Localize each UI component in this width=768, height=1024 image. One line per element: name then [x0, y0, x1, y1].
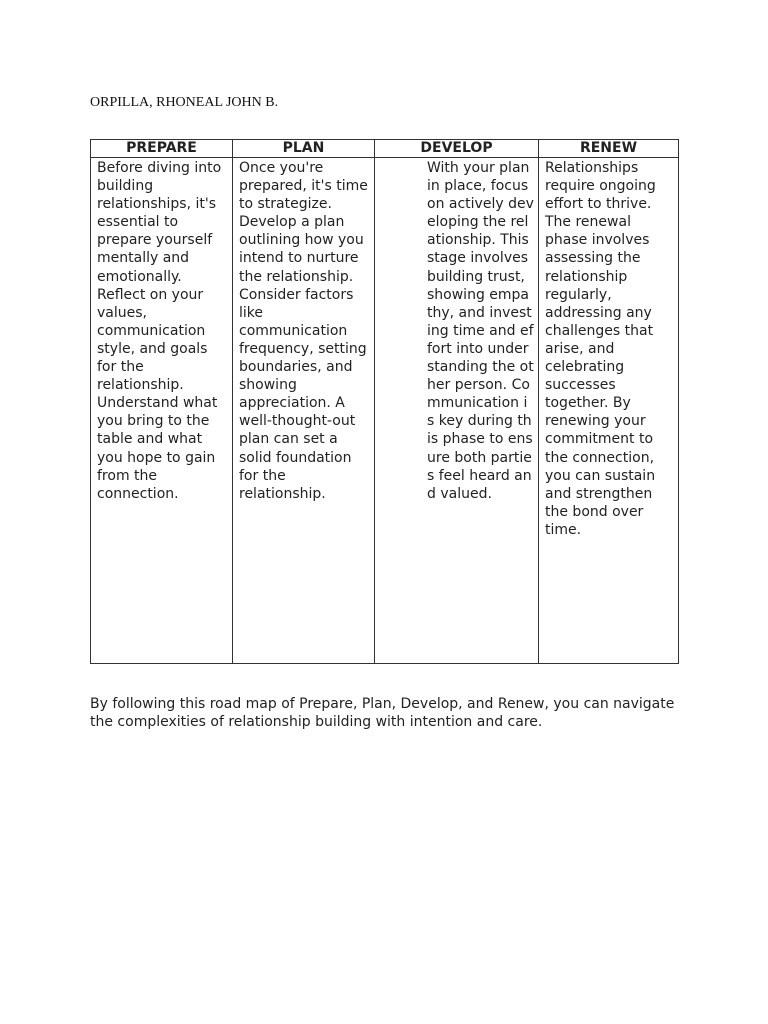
author-name: ORPILLA, RHONEAL JOHN B.	[90, 95, 279, 110]
cell-renew: Relationships require ongoing effort to thrive. The renewal phase involves assessing the relationship regularly, addressing any challenges that arise, and celebrating successes together. By renewing your commitment to the connection, you can sustain and strengthen the bond over time.	[539, 158, 679, 664]
cell-develop: With your plan in place, focus on actively developing the relationship. This stage involves building trust, showing empathy, and investing time and effort into understanding the other person. Communication is key during this phase to ensure both parties feel heard and valued.	[375, 158, 539, 664]
table-header-row	[91, 140, 679, 158]
header-develop: DEVELOP	[375, 140, 539, 158]
roadmap-table	[90, 139, 679, 664]
header-renew: RENEW	[539, 140, 679, 158]
cell-prepare: Before diving into building relationships, it's essential to prepare yourself mentally and emotionally. Reflect on your values, communication style, and goals for the relationship. Understand what you bring to the table and what you hope to gain from the connection.	[91, 158, 233, 664]
cell-plan: Once you're prepared, it's time to strategize. Develop a plan outlining how you intend to nurture the relationship. Consider factors like communication frequency, setting boundaries, and showing appreciation. A well-thought-out plan can set a solid foundation for the relationship.	[233, 158, 375, 664]
header-plan: PLAN	[233, 140, 375, 158]
table-row	[91, 158, 679, 664]
header-prepare: PREPARE	[91, 140, 233, 158]
conclusion-paragraph: By following this road map of Prepare, Plan, Develop, and Renew, you can navigate the complexities of relationship building with intention and care.	[90, 696, 675, 730]
